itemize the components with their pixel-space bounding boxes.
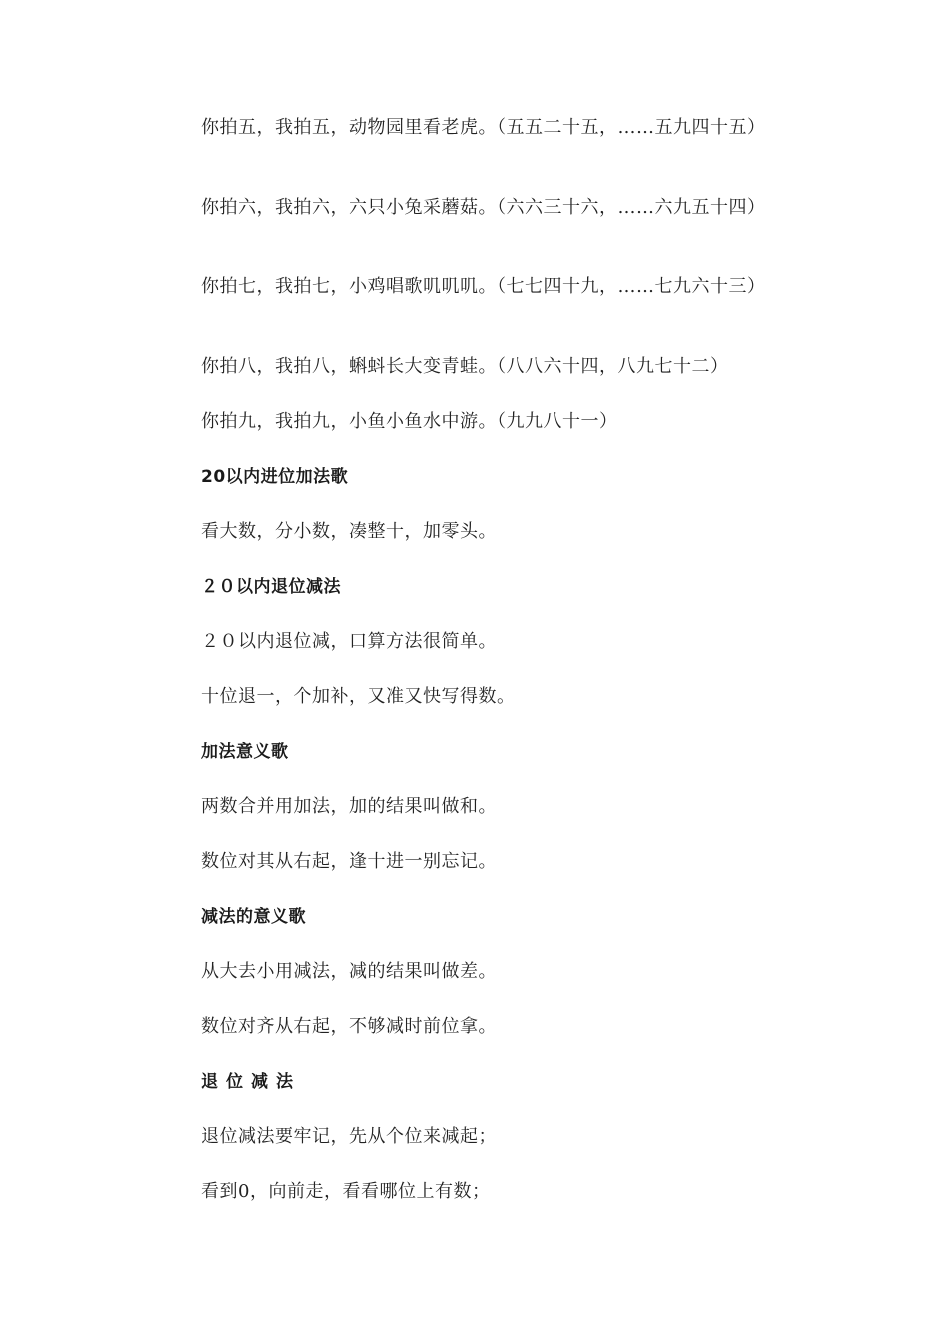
subtraction-rhyme-line-1: ２０以内退位减，口算方法很简单。 xyxy=(201,631,497,652)
addition-meaning-line-1: 两数合并用加法，加的结果叫做和。 xyxy=(201,796,497,817)
verse-clap-nine: 你拍九，我拍九，小鱼小鱼水中游。（九九八十一） xyxy=(201,411,618,432)
heading-borrow-subtraction: 退位减法 xyxy=(201,1072,301,1092)
subtraction-meaning-line-1: 从大去小用减法，减的结果叫做差。 xyxy=(201,961,497,982)
verse-clap-five: 你拍五，我拍五，动物园里看老虎。（五五二十五，……五九四十五） xyxy=(201,117,766,138)
heading-subtraction-within-20: ２０以内退位减法 xyxy=(201,577,341,597)
borrow-subtraction-line-2: 看到0，向前走，看看哪位上有数； xyxy=(201,1181,491,1202)
verse-clap-seven: 你拍七，我拍七，小鸡唱歌叽叽叽。（七七四十九，……七九六十三） xyxy=(201,276,766,297)
addition-rhyme-line: 看大数，分小数，凑整十，加零头。 xyxy=(201,521,497,542)
verse-clap-six: 你拍六，我拍六，六只小兔采蘑菇。（六六三十六，……六九五十四） xyxy=(201,197,766,218)
heading-addition-meaning: 加法意义歌 xyxy=(201,742,289,762)
heading-addition-within-20: 20以内进位加法歌 xyxy=(201,467,349,487)
subtraction-meaning-line-2: 数位对齐从右起，不够减时前位拿。 xyxy=(201,1016,497,1037)
subtraction-rhyme-line-2: 十位退一，个加补，又准又快写得数。 xyxy=(201,686,516,707)
borrow-subtraction-line-1: 退位减法要牢记，先从个位来减起； xyxy=(201,1126,497,1147)
heading-subtraction-meaning: 减法的意义歌 xyxy=(201,907,306,927)
addition-meaning-line-2: 数位对其从右起，逢十进一别忘记。 xyxy=(201,851,497,872)
verse-clap-eight: 你拍八，我拍八，蝌蚪长大变青蛙。（八八六十四，八九七十二） xyxy=(201,356,729,377)
